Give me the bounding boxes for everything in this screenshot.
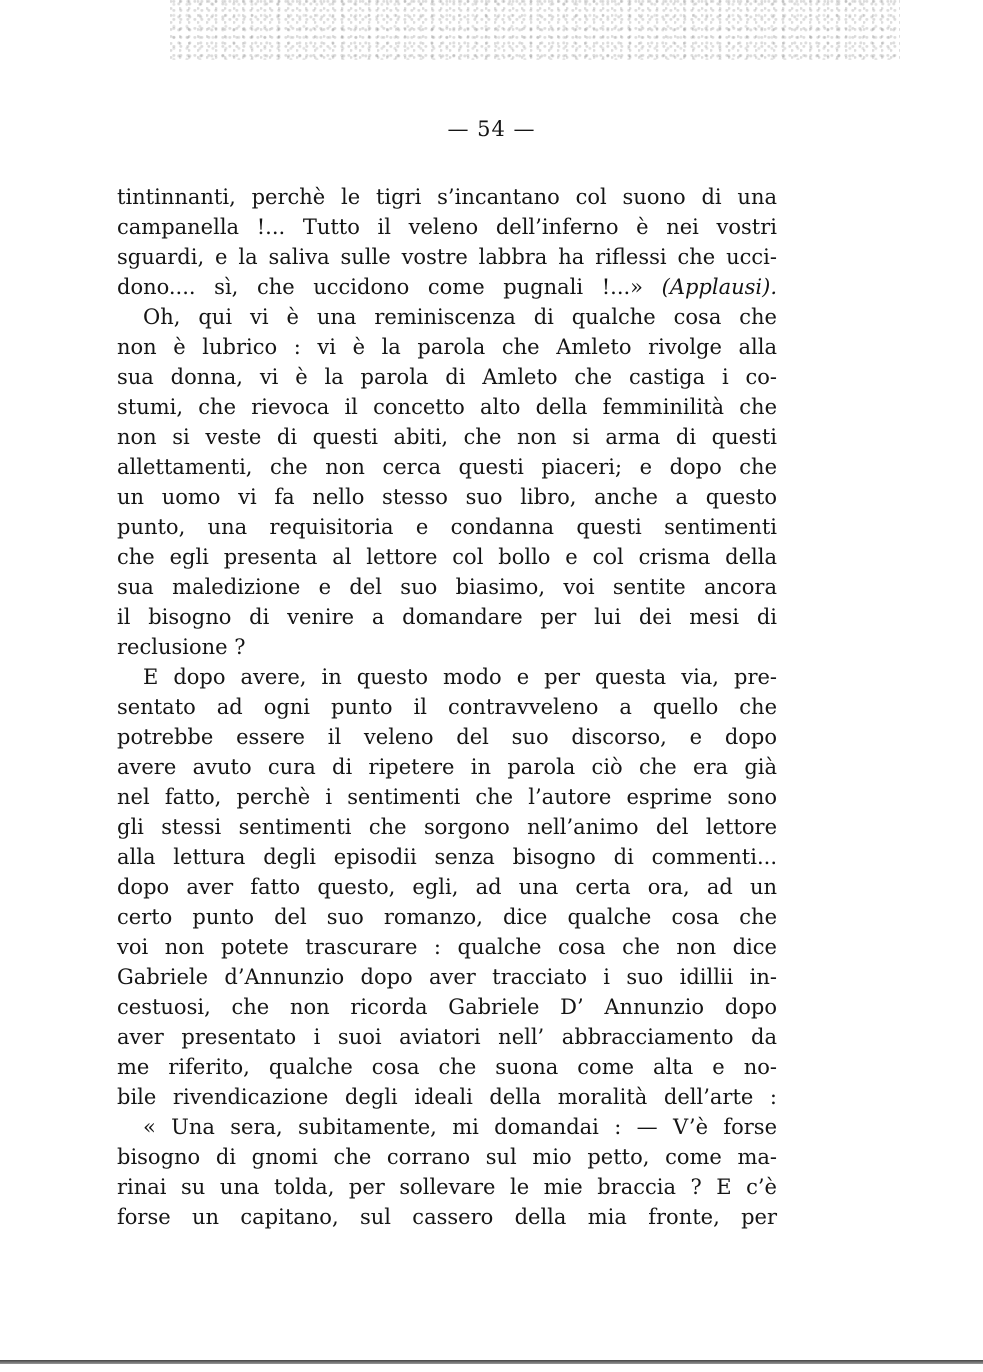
- text-line: forse un capitano, sul cassero della mia fronte, per: [117, 1205, 777, 1229]
- text-line: reclusione ?: [117, 635, 246, 659]
- text-line: sentato ad ogni punto il contravveleno a quello che: [117, 695, 777, 719]
- text-line: sguardi, e la saliva sulle vostre labbra ha riflessi che ucci-: [117, 245, 777, 269]
- text-line: Oh, qui vi è una reminiscenza di qualche cosa che: [143, 305, 777, 329]
- text-line: allettamenti, che non cerca questi piaceri; e dopo che: [117, 455, 777, 479]
- text-line: il bisogno di venire a domandare per lui dei mesi di: [117, 605, 777, 629]
- text-line: che egli presenta al lettore col bollo e col crisma della: [117, 545, 777, 569]
- applause-annotation: (Applausi).: [661, 275, 777, 299]
- text-line: E dopo avere, in questo modo e per questa via, pre-: [143, 665, 777, 689]
- text-line: rinai su una tolda, per sollevare le mie braccia ? E c’è: [117, 1175, 777, 1199]
- text-line: me riferito, qualche cosa che suona come alta e no-: [117, 1055, 777, 1079]
- text-line: sua donna, vi è la parola di Amleto che castiga i co-: [117, 365, 777, 389]
- text-line: nel fatto, perchè i sentimenti che l’autore esprime sono: [117, 785, 777, 809]
- text-line: gli stessi sentimenti che sorgono nell’animo del lettore: [117, 815, 777, 839]
- text-line: non è lubrico : vi è la parola che Amleto rivolge alla: [117, 335, 777, 359]
- text-line-with-annotation: [117, 272, 777, 302]
- text-line: voi non potete trascurare : qualche cosa che non dice: [117, 935, 777, 959]
- text-line: certo punto del suo romanzo, dice qualche cosa che: [117, 905, 777, 929]
- text-line: Gabriele d’Annunzio dopo aver tracciato i suo idillii in-: [117, 965, 777, 989]
- text-line: avere avuto cura di ripetere in parola ciò che era già: [117, 755, 777, 779]
- text-line: campanella !... Tutto il veleno dell’inferno è nei vostri: [117, 215, 777, 239]
- text-line: non si veste di questi abiti, che non si arma di questi: [117, 425, 777, 449]
- page-number: — 54 —: [447, 117, 536, 141]
- body-text: [117, 182, 777, 1232]
- text-line: potrebbe essere il veleno del suo discorso, e dopo: [117, 725, 777, 749]
- text-line: bisogno di gnomi che corrano sul mio petto, come ma-: [117, 1145, 777, 1169]
- text-line: cestuosi, che non ricorda Gabriele D’ Annunzio dopo: [117, 995, 777, 1019]
- text-line: un uomo vi fa nello stesso suo libro, anche a questo: [117, 485, 777, 509]
- text-line: aver presentato i suoi aviatori nell’ abbracciamento da: [117, 1025, 777, 1049]
- scan-edge: [0, 1360, 983, 1364]
- text-line: stumi, che rievoca il concetto alto della femminilità che: [117, 395, 777, 419]
- text-line: punto, una requisitoria e condanna questi sentimenti: [117, 515, 777, 539]
- scan-speckle: [170, 0, 900, 60]
- text-line: bile rivendicazione degli ideali della moralità dell’arte :: [117, 1085, 777, 1109]
- text-line: « Una sera, subitamente, mi domandai : — V’è forse: [143, 1115, 777, 1139]
- text-fragment: dono.... sì, che uccidono come pugnali !...»: [117, 275, 644, 299]
- text-line: sua maledizione e del suo biasimo, voi sentite ancora: [117, 575, 777, 599]
- text-line: alla lettura degli episodii senza bisogno di commenti...: [117, 845, 777, 869]
- text-line: tintinnanti, perchè le tigri s’incantano col suono di una: [117, 185, 777, 209]
- text-line: dopo aver fatto questo, egli, ad una certa ora, ad un: [117, 875, 777, 899]
